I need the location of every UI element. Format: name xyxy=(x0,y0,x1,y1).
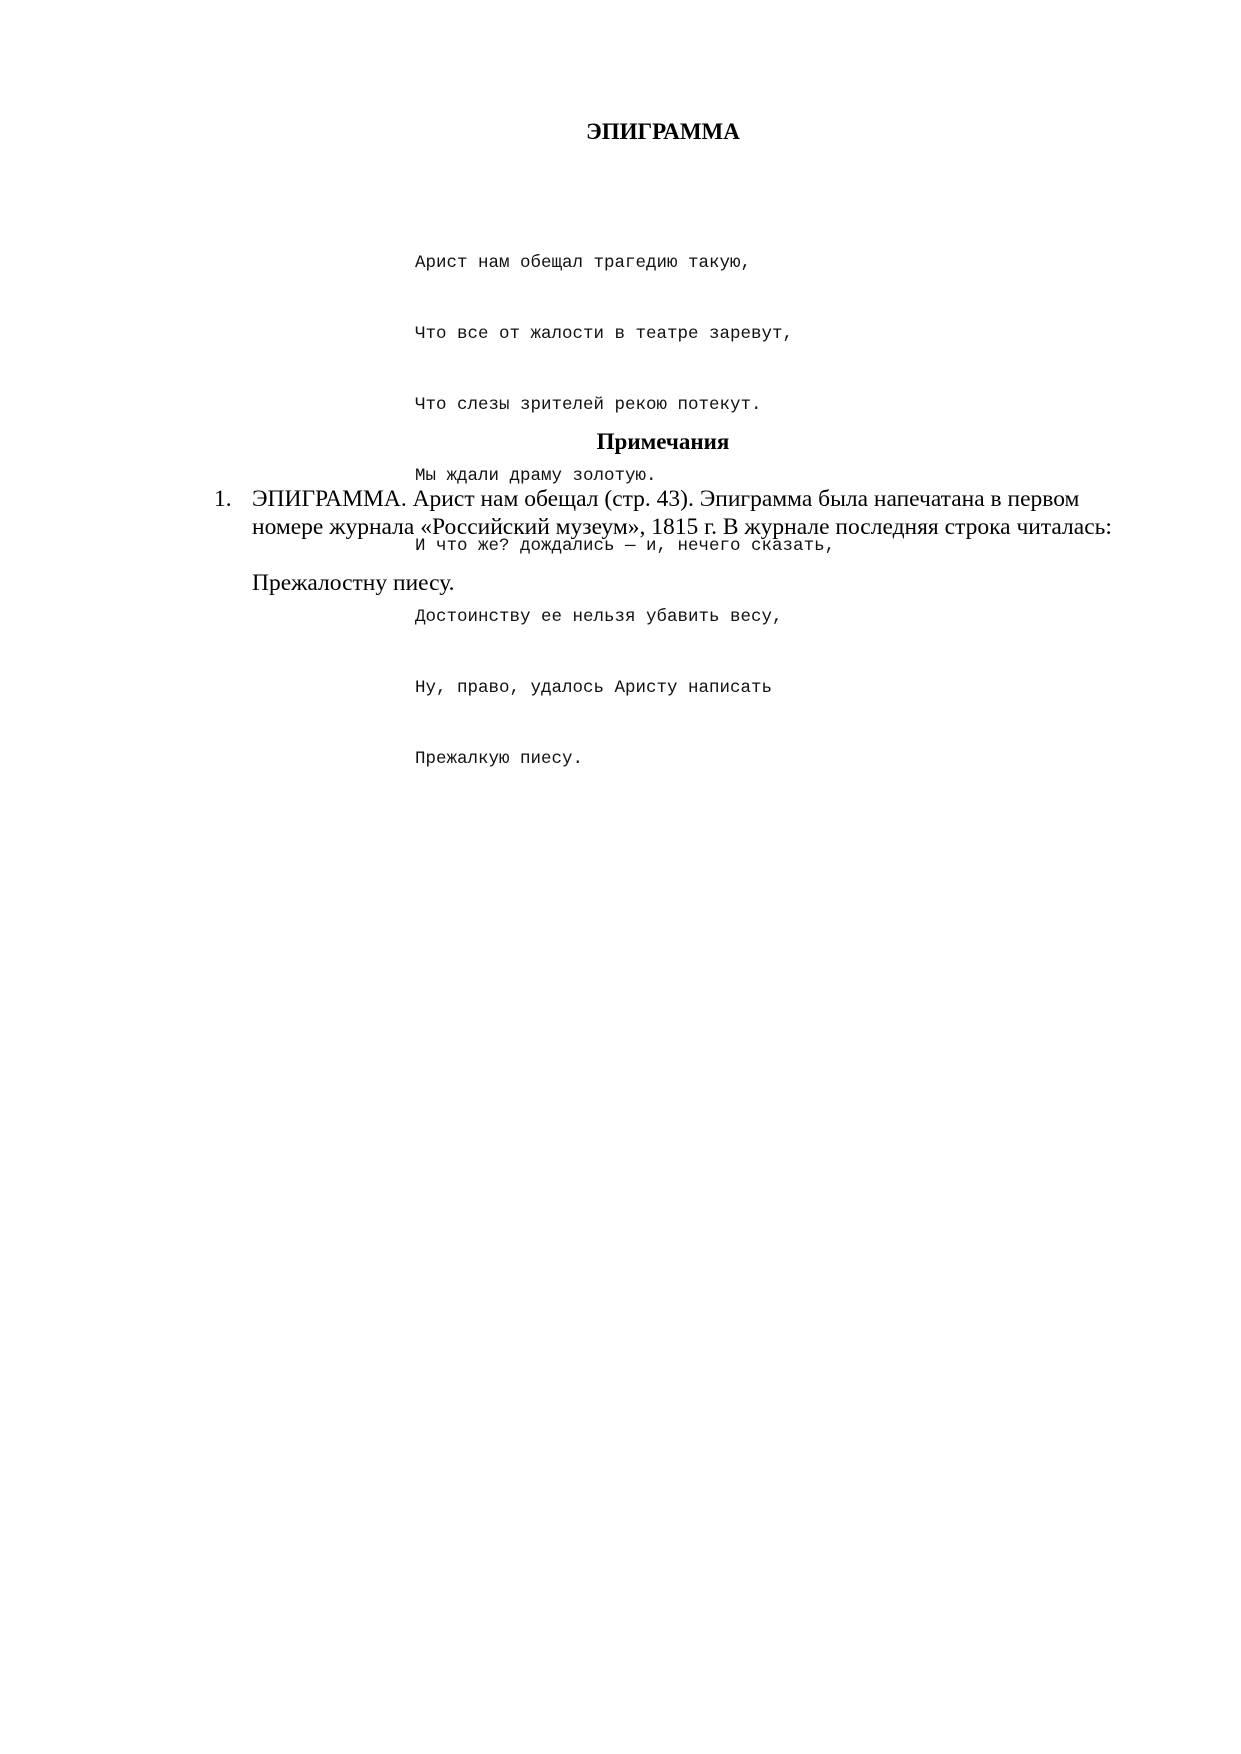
poem-line: Что слезы зрителей рекою потекут. xyxy=(415,394,762,415)
notes-heading: Примечания xyxy=(596,429,730,454)
note-number: 1. xyxy=(214,486,232,512)
poem-line: Мы ждали драму золотую. xyxy=(415,465,657,486)
note-text: ЭПИГРАММА. Арист нам обещал (стр. 43). Эпиграмма была напечатана в первом номере журнала «Российский музеум», 1815 г. В журнале последняя строка читалась: xyxy=(252,486,1112,540)
poem-title: ЭПИГРАММА xyxy=(586,119,740,144)
poem-line: И что же? дождались — и, нечего сказать, xyxy=(415,536,836,557)
poem-line: Что все от жалости в театре заревут, xyxy=(415,323,794,344)
poem-line: Достоинству ее нельзя убавить весу, xyxy=(415,607,783,628)
poem-line: Ну, право, удалось Аристу написать xyxy=(415,677,773,698)
poem-line: Арист нам обещал трагедию такую, xyxy=(415,253,752,274)
note-variant-line: Прежалостну пиесу. xyxy=(252,570,455,596)
note-body xyxy=(252,485,1152,597)
poem-line: Прежалкую пиесу. xyxy=(415,748,584,769)
